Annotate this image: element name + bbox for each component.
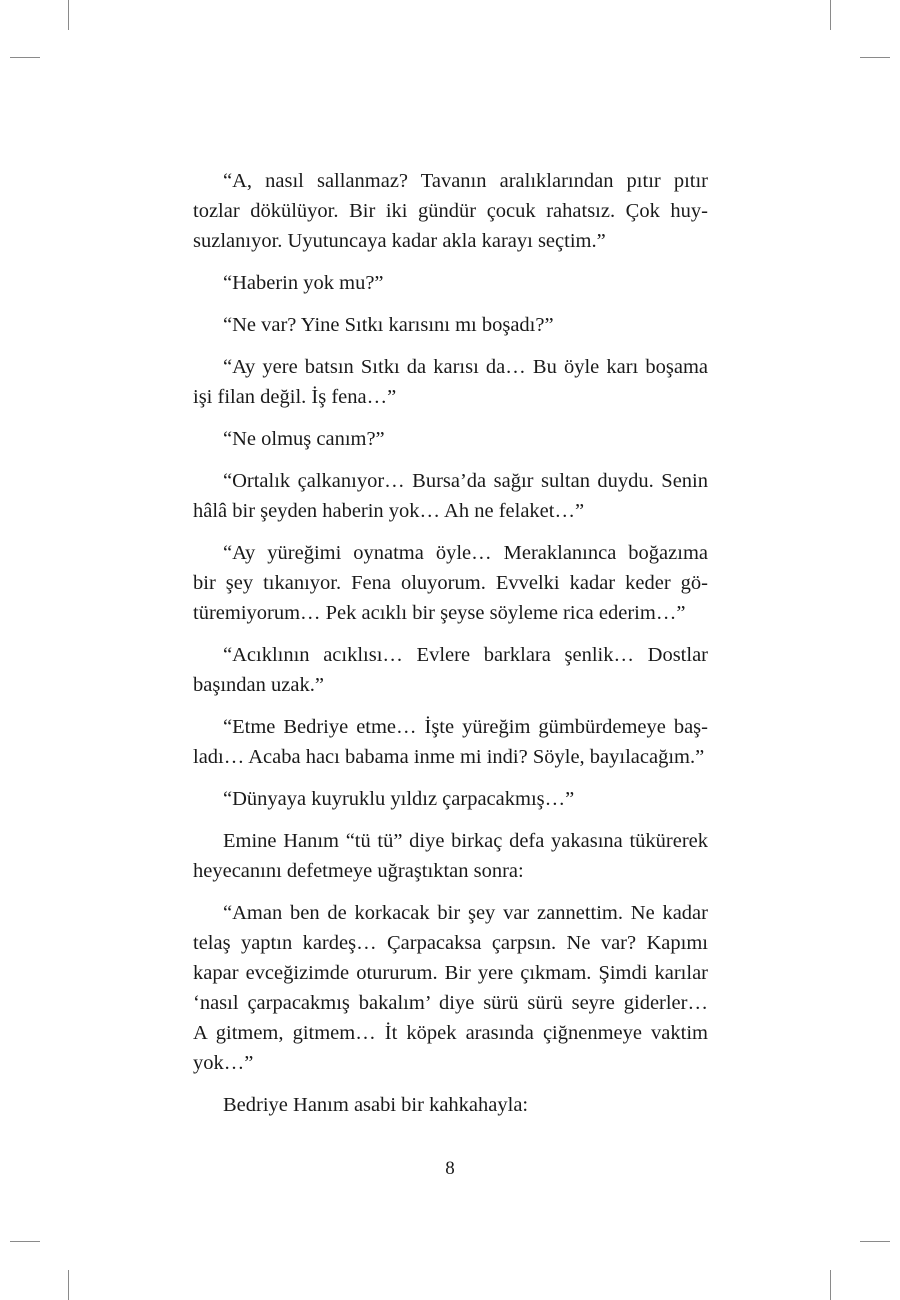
- paragraph: [193, 640, 708, 700]
- text-line: “Haberin yok mu?”: [223, 272, 384, 294]
- text-line: “Etme Bedriye etme… İşte yüreğim gümbürdemeye baş-: [223, 716, 708, 738]
- paragraph: [193, 466, 708, 526]
- text-line: telaş yaptın kardeş… Çarpacaksa çarpsın. Ne var? Kapımı: [193, 932, 708, 954]
- crop-mark-bottom-right-vertical: [830, 1270, 831, 1300]
- text-line: “A, nasıl sallanmaz? Tavanın aralıklarından pıtır pıtır: [223, 170, 708, 192]
- crop-mark-bottom-right-horizontal: [860, 1241, 890, 1242]
- body-text: [193, 166, 708, 1132]
- text-line: “Aman ben de korkacak bir şey var zannettim. Ne kadar: [223, 902, 708, 924]
- text-line: “Ne olmuş canım?”: [223, 428, 385, 450]
- text-line: işi filan değil. İş fena…”: [193, 386, 397, 408]
- text-line: türemiyorum… Pek acıklı bir şeyse söyleme rica ederim…”: [193, 602, 686, 624]
- text-line: heyecanını defetmeye uğraştıktan sonra:: [193, 860, 524, 882]
- crop-mark-top-left-vertical: [68, 0, 69, 30]
- text-line: “Dünyaya kuyruklu yıldız çarpacakmış…”: [223, 788, 575, 810]
- paragraph: [193, 538, 708, 628]
- paragraph: [193, 166, 708, 256]
- text-line: “Acıklının acıklısı… Evlere barklara şenlik… Dostlar: [223, 644, 708, 666]
- crop-mark-top-left-horizontal: [10, 57, 40, 58]
- paragraph: [193, 898, 708, 1078]
- crop-mark-bottom-left-vertical: [68, 1270, 69, 1300]
- text-line: “Ay yüreğimi oynatma öyle… Meraklanınca boğazıma: [223, 542, 708, 564]
- text-line: başından uzak.”: [193, 674, 324, 696]
- text-line: bir şey tıkanıyor. Fena oluyorum. Evvelki kadar keder gö-: [193, 572, 708, 594]
- text-line: kapar evceğizimde otururum. Bir yere çıkmam. Şimdi karılar: [193, 962, 708, 984]
- crop-mark-bottom-left-horizontal: [10, 1241, 40, 1242]
- text-line: ‘nasıl çarpacakmış bakalım’ diye sürü sürü seyre giderler…: [193, 992, 708, 1014]
- paragraph: [193, 784, 708, 814]
- paragraph: [193, 268, 708, 298]
- paragraph: [193, 826, 708, 886]
- text-line: suzlanıyor. Uyutuncaya kadar akla karayı seçtim.”: [193, 230, 606, 252]
- crop-mark-top-right-horizontal: [860, 57, 890, 58]
- paragraph: [193, 1090, 708, 1120]
- paragraph: [193, 712, 708, 772]
- text-line: “Ay yere batsın Sıtkı da karısı da… Bu öyle karı boşama: [223, 356, 708, 378]
- text-line: ladı… Acaba hacı babama inme mi indi? Söyle, bayılacağım.”: [193, 746, 705, 768]
- text-line: Bedriye Hanım asabi bir kahkahayla:: [223, 1094, 529, 1116]
- paragraph: [193, 424, 708, 454]
- text-line: yok…”: [193, 1052, 254, 1074]
- page-number: 8: [445, 1158, 455, 1179]
- paragraph: [193, 352, 708, 412]
- text-line: A gitmem, gitmem… İt köpek arasında çiğnenmeye vaktim: [193, 1022, 708, 1044]
- text-line: “Ortalık çalkanıyor… Bursa’da sağır sultan duydu. Senin: [223, 470, 708, 492]
- text-line: hâlâ bir şeyden haberin yok… Ah ne felaket…”: [193, 500, 585, 522]
- text-line: “Ne var? Yine Sıtkı karısını mı boşadı?”: [223, 314, 554, 336]
- crop-mark-top-right-vertical: [830, 0, 831, 30]
- paragraph: [193, 310, 708, 340]
- text-line: Emine Hanım “tü tü” diye birkaç defa yakasına tükürerek: [223, 830, 708, 852]
- text-line: tozlar dökülüyor. Bir iki gündür çocuk rahatsız. Çok huy-: [193, 200, 708, 222]
